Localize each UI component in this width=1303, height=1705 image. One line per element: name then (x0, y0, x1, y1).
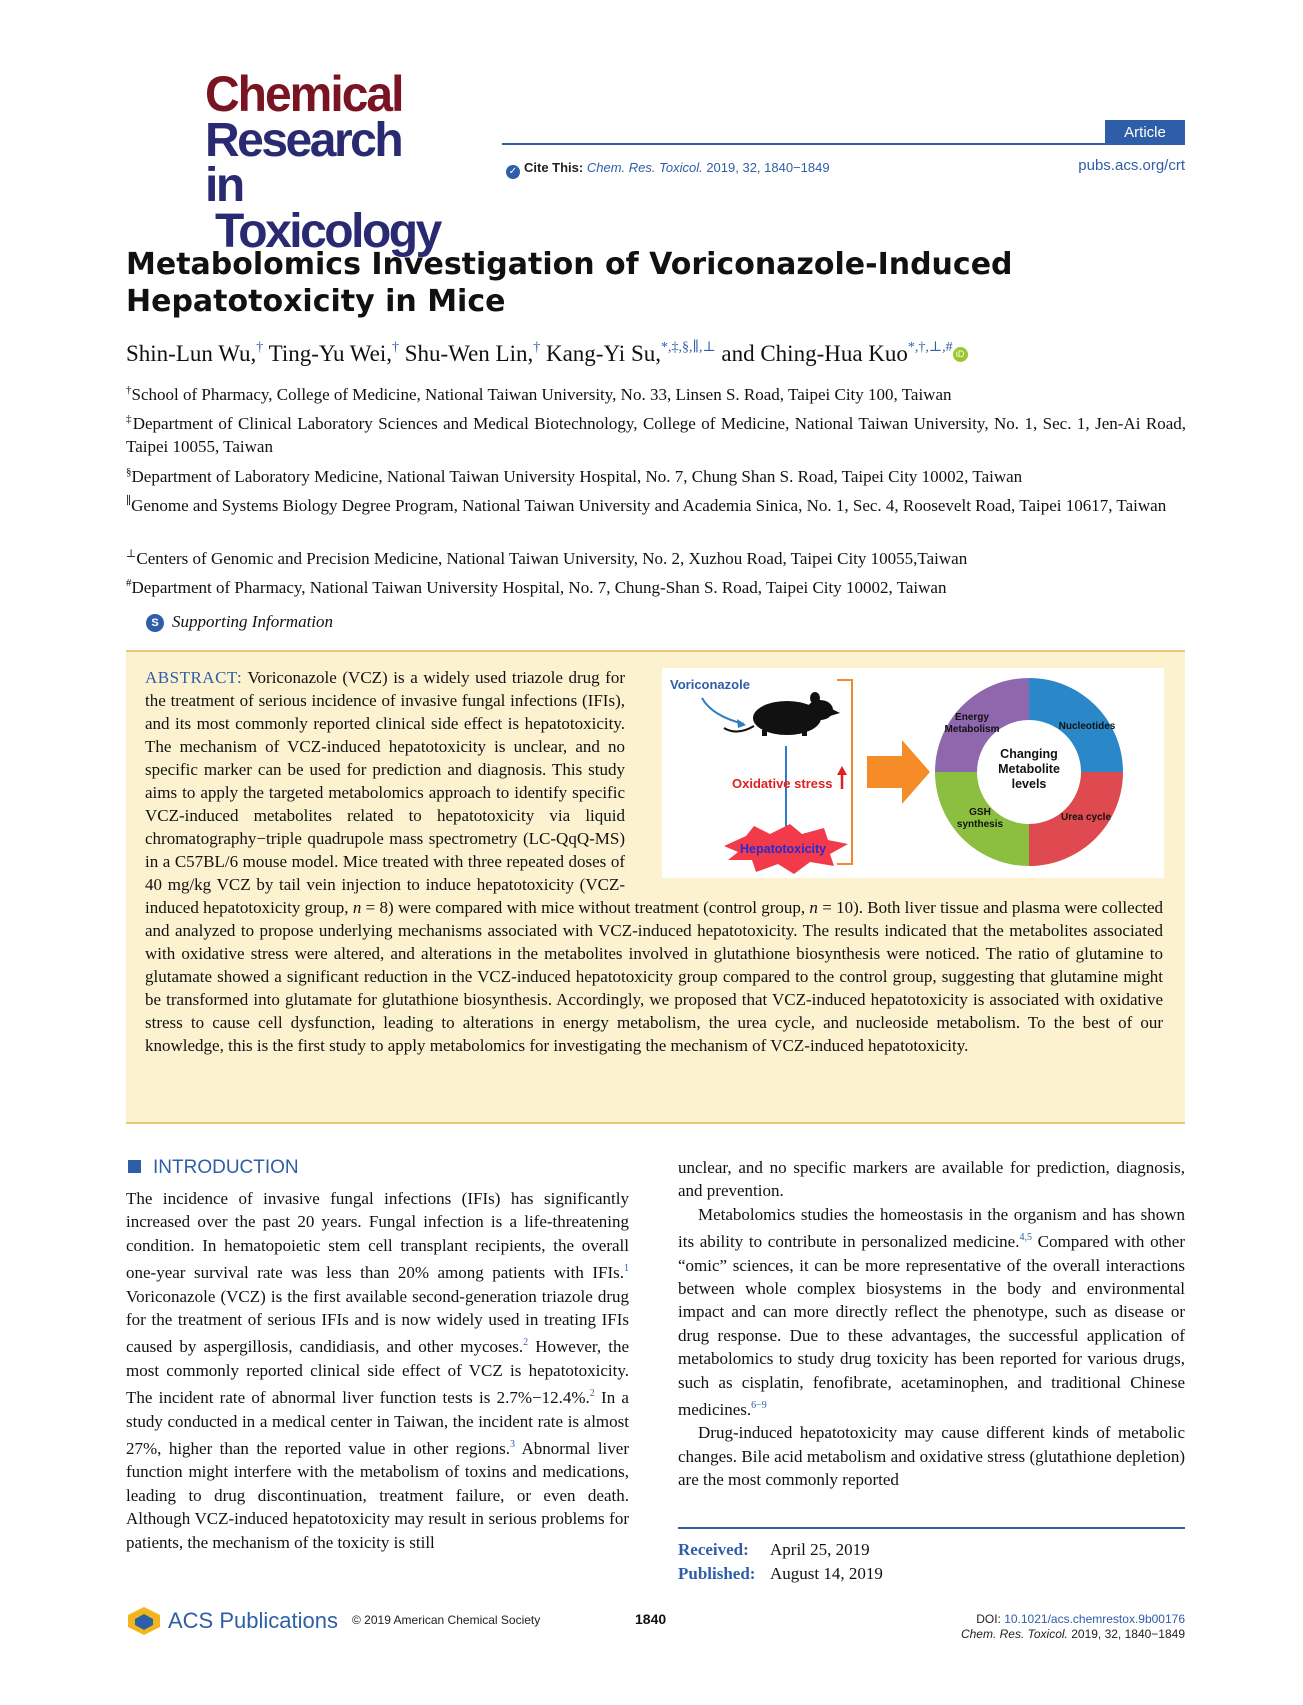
received-value: April 25, 2019 (770, 1540, 870, 1559)
abstract-heading: ABSTRACT: (145, 668, 243, 687)
author-marks: † (256, 340, 264, 355)
doi-block (900, 1612, 1185, 1642)
supporting-info-label: Supporting Information (172, 612, 334, 631)
cite-details: 2019, 32, 1840−1849 (706, 160, 830, 175)
affiliation (126, 490, 1186, 517)
doi-line (900, 1612, 1185, 1627)
segment-label: Urea cycle (1060, 812, 1112, 823)
affiliation (126, 543, 1186, 570)
reference-link[interactable]: 1 (624, 1263, 629, 1275)
toc-graphic-svg (662, 668, 1164, 878)
affiliation (126, 408, 1186, 458)
reference-link[interactable]: 2 (523, 1337, 529, 1349)
introduction-heading-text: INTRODUCTION (153, 1157, 299, 1178)
journal-url-link[interactable]: pubs.acs.org/crt (1078, 157, 1185, 174)
segment-label: Nucleotides (1058, 721, 1116, 732)
logo-line-2: Research in (205, 113, 402, 213)
affiliation-mark: † (126, 384, 132, 396)
author-marks: *,‡,§,∥,⊥ (660, 340, 716, 355)
reference-link[interactable]: 6−9 (751, 1400, 767, 1412)
reference-link[interactable]: 3 (510, 1439, 516, 1451)
mouse-icon (724, 692, 840, 736)
affiliation-mark: ∥ (126, 495, 132, 507)
intro-text: However, the most commonly reported clinical side effect of VCZ is hepatotoxicity. The incident rate of abnormal liver function tests is 2.7%−12.4%. (126, 1337, 629, 1408)
dates-rule (678, 1527, 1185, 1529)
article-title: Metabolomics Investigation of Voriconazole-Induced Hepatotoxicity in Mice (126, 247, 1013, 319)
affiliation (126, 379, 1186, 406)
header-rule (502, 143, 1185, 145)
citation-line (900, 1627, 1185, 1642)
author-name[interactable]: Kang-Yi Su, (545, 341, 661, 366)
intro-text: Compared with other “omic” sciences, it can be more representative of the overall interactions between whole complex biosystems in the body and environmental impact and can more directly reflect the phenotype, such as disease or drug response. Due to these advantages, the successful application of metabolomics to study drug toxicity has been reported for various drugs, such as cisplatin, fenofibrate, acetaminophen, and traditional Chinese medicines. (678, 1232, 1186, 1420)
donut-center-line-3: levels (1011, 777, 1047, 791)
segment-label: Energy (955, 712, 989, 723)
abstract-n-symbol: n (809, 898, 818, 917)
supporting-information-link[interactable] (146, 612, 333, 632)
affiliation-mark: ‡ (126, 413, 133, 425)
affiliation-text: Department of Laboratory Medicine, National Taiwan University Hospital, No. 7, Chung Shan S. Road, Taipei City 10002, Taiwan (131, 467, 1023, 486)
affiliation-mark: ⊥ (126, 548, 137, 560)
orcid-icon[interactable]: iD (953, 347, 968, 362)
logo-line-1: Chemical (205, 66, 403, 123)
toc-drug-label: Voriconazole (670, 677, 750, 692)
cite-journal: Chem. Res. Toxicol. (586, 160, 703, 175)
intro-paragraph: Drug-induced hepatotoxicity may cause different kinds of metabolic changes. Bile acid metabolism and oxidative stress (glutathione depletion) are the most commonly reported (678, 1423, 1185, 1490)
supporting-info-icon: S (146, 614, 164, 632)
intro-text: The incidence of invasive fungal infections (IFIs) has significantly increased over the past 20 years. Fungal infection is a life-threatening condition. In hematopoietic stem cell transplant recipients, the overall one-year survival rate was less than 20% among patients with IFIs. (126, 1189, 629, 1283)
abstract-part-1: Voriconazole (VCZ) is a widely used triazole drug for the treatment of serious incidence of invasive fungal infections (IFIs), and its most commonly reported clinical side effect is hepatotoxicity. The mechanism of VCZ-induced hepatotoxicity is unclear, and no specific marker can be used for prediction and diagnosis. This study aims to apply the targeted metabolomics approach to identify specific VCZ-induced metabolites related to hepatotoxicity via liquid chromatography−triple quadrupole mass spectrometry (LC-QqQ-MS) in a C57BL/6 mouse model. Mice treated with three repeated doses of 40 mg/kg VCZ by tail vein injection to induce hepatotoxicity (VCZ-induced hepatotoxicity group, (145, 668, 625, 917)
published-value: August 14, 2019 (770, 1564, 883, 1583)
affiliation-text: Department of Clinical Laboratory Sciences and Medical Biotechnology, College of Medicine, National Taiwan University, No. 1, Sec. 1, Jen-Ai Road, Taipei 10055, Taiwan (126, 414, 1186, 456)
affiliation (126, 572, 1186, 599)
author-marks: *,†,⊥,# (907, 340, 953, 355)
article-type-badge: Article (1105, 120, 1185, 145)
arrowhead-icon (737, 719, 746, 728)
toc-graphic (662, 668, 1164, 878)
intro-text: Metabolomics studies the homeostasis in the organism and has shown its ability to contribute in personalized medicine. (678, 1204, 1185, 1252)
affiliation-text: Centers of Genomic and Precision Medicine, National Taiwan University, No. 2, Xuzhou Road, Taipei City 10055,Taiwan (136, 549, 968, 568)
affiliation-text: Genome and Systems Biology Degree Program, National Taiwan University and Academia Sinica, No. 1, Sec. 4, Roosevelt Road, Taipei 10617, Taiwan (131, 496, 1167, 515)
intro-paragraph: unclear, and no specific markers are available for prediction, diagnosis, and prevention. (678, 1158, 1185, 1201)
abstract-part-2: = 8) were compared with mice without treatment (control group, (361, 898, 810, 917)
intro-right-column (678, 1156, 1185, 1492)
author-name[interactable]: Shin-Lun Wu, (126, 341, 257, 366)
big-arrow-icon (867, 740, 930, 804)
publisher-name: ACS Publications (168, 1608, 338, 1633)
intro-text: Voriconazole (VCZ) is the first available second-generation triazole drug for the treatment of serious IFIs and is now widely used in treating IFIs caused by aspergillosis, candidiasis, and other mycoses. (126, 1286, 629, 1357)
donut-center-line-1: Changing (1000, 747, 1058, 761)
affiliation-mark: § (126, 466, 132, 478)
acs-hexagon-icon (126, 1606, 162, 1636)
donut-center-line-2: Metabolite (998, 762, 1060, 776)
logo-line-3: Toxicology (215, 204, 440, 258)
reference-link[interactable]: 4,5 (1019, 1232, 1032, 1244)
journal-logo (205, 66, 440, 258)
arrowhead-icon (837, 766, 847, 775)
intro-text: In a study conducted in a medical center in Taiwan, the incident rate is almost 27%, higher than the reported value in other regions. (126, 1388, 629, 1459)
citation-journal: Chem. Res. Toxicol. (960, 1627, 1068, 1641)
toc-outcome-label: Hepatotoxicity (740, 842, 827, 856)
cite-this-link[interactable] (506, 160, 830, 179)
author-marks: † (392, 340, 400, 355)
copyright-notice: © 2019 American Chemical Society (352, 1613, 541, 1627)
affiliation-text: Department of Pharmacy, National Taiwan University Hospital, No. 7, Chung-Shan S. Road, Taipei City 10002, Taiwan (131, 578, 947, 597)
doi-label: DOI: (976, 1612, 1001, 1626)
segment-label: synthesis (956, 819, 1004, 830)
reference-link[interactable]: 2 (589, 1388, 595, 1400)
affiliation-text: School of Pharmacy, College of Medicine, National Taiwan University, No. 33, Linsen S. Road, Taipei City 100, Taiwan (131, 385, 952, 404)
abstract-n-symbol: n (352, 898, 362, 917)
check-icon: ✓ (506, 165, 520, 179)
segment-label: GSH (969, 807, 991, 818)
citation-details: 2019, 32, 1840−1849 (1071, 1627, 1185, 1641)
toc-stress-label: Oxidative stress (732, 776, 833, 791)
cite-label: Cite This: (524, 160, 584, 175)
acs-publications-logo[interactable] (126, 1606, 338, 1636)
published-label: Published: (678, 1564, 756, 1583)
affiliation-mark: # (126, 577, 132, 589)
author-name[interactable]: Shu-Wen Lin, (404, 341, 534, 366)
received-label: Received: (678, 1540, 749, 1559)
published-date (678, 1564, 883, 1584)
affiliation (126, 461, 1186, 488)
author-marks: † (533, 340, 541, 355)
intro-left-column (126, 1187, 629, 1554)
intro-text: Abnormal liver function might interfere with the metabolism of toxins and medications, leading to drug discontinuation, treatment failure, or even death. Although VCZ-induced hepatotoxicity may result in serious problems for patients, the mechanism of the toxicity is still (126, 1439, 629, 1552)
segment-label: Metabolism (944, 724, 1000, 735)
introduction-heading (128, 1157, 299, 1179)
received-date (678, 1540, 870, 1560)
section-square-icon (128, 1160, 141, 1173)
doi-link[interactable]: 10.1021/acs.chemrestox.9b00176 (1004, 1612, 1185, 1626)
page-number: 1840 (635, 1611, 667, 1627)
abstract-part-3: = 10). Both liver tissue and plasma were collected and analyzed to propose underlying mechanisms associated with VCZ-induced hepatotoxicity. The results indicated that the metabolites associated with oxidative stress were altered, and alterations in the metabolites involved in glutathione biosynthesis were noticed. The ratio of glutamine to glutamate showed a significant reduction in the VCZ-induced hepatotoxicity group compared to the control group, suggesting that glutamine might be transformed into glutamate for glutathione biosynthesis. Accordingly, we proposed that VCZ-induced hepatotoxicity is associated with oxidative stress to cause cell dysfunction, leading to alterations in energy metabolism, the urea cycle, and nucleoside metabolism. To the best of our knowledge, this is the first study to apply metabolomics for investigating the mechanism of VCZ-induced hepatotoxicity. (145, 898, 1164, 1055)
author-name[interactable]: Ting-Yu Wei, (268, 341, 393, 366)
intro-paragraph (126, 1187, 629, 1554)
intro-paragraph (678, 1203, 1185, 1422)
author-name[interactable]: and Ching-Hua Kuo (721, 341, 908, 366)
author-list (126, 333, 1206, 369)
